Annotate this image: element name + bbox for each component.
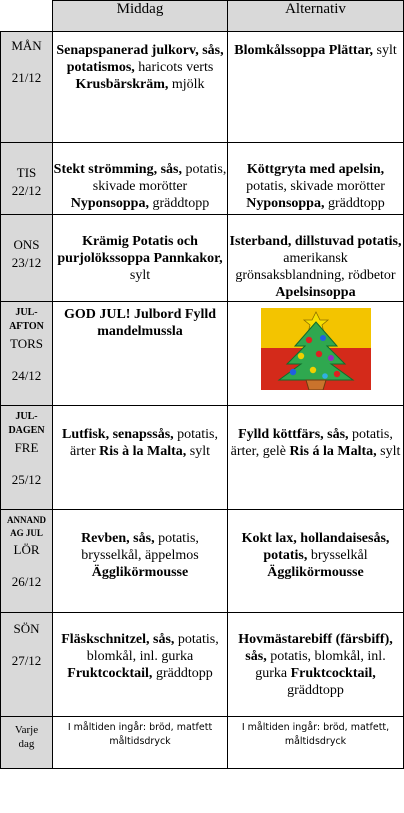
meal-text: Fylld mandelmussla xyxy=(97,307,217,339)
meal-text: Ris à la Malta, xyxy=(95,444,187,459)
meal-text: Kokt lax, hollandaisesås, potatis, xyxy=(241,531,390,563)
meal-text: gräddtopp xyxy=(148,196,210,211)
header-alternativ: Alternativ xyxy=(228,1,404,32)
meal-text: Fläskschnitzel, sås, xyxy=(61,632,175,647)
middag-cell xyxy=(53,215,228,302)
meal-text: Ägglikörmousse xyxy=(91,565,189,580)
meal-text: mjölk xyxy=(168,77,205,92)
holiday-label: AG JUL xyxy=(10,528,43,538)
footer-note-middag: I måltiden ingår: bröd, matfett måltidsdryck xyxy=(53,717,228,769)
day-cell xyxy=(1,406,53,510)
meal-text: Lutfisk, senapssås, xyxy=(62,427,174,442)
day-cell xyxy=(1,215,53,302)
day-row xyxy=(1,215,404,302)
day-date: 26/12 xyxy=(11,574,42,589)
middag-cell xyxy=(53,143,228,215)
alternativ-cell xyxy=(228,32,404,143)
meal-text: sylt xyxy=(373,43,397,58)
meal-text: Nyponsoppa, xyxy=(70,196,149,211)
meal-text: gräddtopp xyxy=(152,666,213,681)
holiday-label: JUL- xyxy=(15,411,38,422)
header-row xyxy=(1,1,404,32)
meal-text: GOD JUL! xyxy=(63,307,131,322)
meal-text: potatis, ärter xyxy=(70,427,218,459)
day-date: 23/12 xyxy=(11,255,42,270)
day-row xyxy=(1,143,404,215)
day-name: ONS xyxy=(13,237,40,252)
middag-cell xyxy=(53,510,228,613)
day-row xyxy=(1,302,404,406)
corner-cell xyxy=(1,1,53,32)
day-date: 21/12 xyxy=(11,70,42,85)
meal-text: sylt xyxy=(186,444,210,459)
day-row xyxy=(1,32,404,143)
alternativ-cell xyxy=(228,143,404,215)
meal-text: Senapspanerad julkorv, sås, potatismos, xyxy=(56,43,224,75)
meal-text: Revben, sås, xyxy=(81,531,155,546)
holiday-label: AFTON xyxy=(9,321,44,332)
meal-text: Fruktcocktail, xyxy=(67,666,153,681)
meal-text: Köttgryta med apelsin, xyxy=(246,162,385,177)
meal-text: Julbord xyxy=(130,307,182,322)
middag-cell xyxy=(53,613,228,717)
meal-text: Krämig Potatis och purjolökssoppa xyxy=(57,234,198,266)
day-date: 25/12 xyxy=(11,472,42,487)
meal-text: potatis, skivade morötter xyxy=(92,162,227,194)
meal-text: potatis, ärter, gelè xyxy=(230,427,393,459)
meal-text: Apelsinsoppa xyxy=(275,285,356,300)
meal-text: potatis, brysselkål, äppelmos xyxy=(81,531,199,563)
day-date: 22/12 xyxy=(11,183,42,198)
day-date: 24/12 xyxy=(11,368,42,383)
day-row xyxy=(1,510,404,613)
header-middag: Middag xyxy=(53,1,228,32)
day-row xyxy=(1,406,404,510)
day-name: FRE xyxy=(14,440,39,455)
meal-text: brysselkål xyxy=(307,548,368,563)
alternativ-cell xyxy=(228,613,404,717)
middag-cell xyxy=(53,302,228,406)
footer-label-line: dag xyxy=(18,738,35,750)
day-cell xyxy=(1,302,53,406)
meal-text: gräddtopp xyxy=(287,683,344,698)
holiday-label: JUL- xyxy=(15,307,38,318)
day-row xyxy=(1,613,404,717)
meal-text: Hovmästarebiff (färsbiff), sås, xyxy=(238,632,393,664)
footer-row xyxy=(1,717,404,769)
meal-text: Ägglikörmousse xyxy=(267,565,364,580)
middag-cell xyxy=(53,406,228,510)
day-name: TIS xyxy=(16,165,37,180)
meal-text: Ris á la Malta, xyxy=(286,444,377,459)
footer-label xyxy=(1,717,53,769)
day-name: TORS xyxy=(10,336,43,351)
day-date: 27/12 xyxy=(11,653,42,668)
footer-label-line: Varje xyxy=(14,724,39,736)
meal-text: Fylld köttfärs, sås, xyxy=(238,427,349,442)
day-name: MÅN xyxy=(11,38,42,53)
footer-note-alt: I måltiden ingår: bröd, matfett, måltidsdryck xyxy=(228,717,404,769)
meal-text: Stekt strömming, sås, xyxy=(53,162,182,177)
alternativ-cell xyxy=(228,215,404,302)
meal-text: amerikansk grönsaksblandning, rödbetor xyxy=(235,251,396,283)
meal-text: Krusbärskräm, xyxy=(75,77,169,92)
meal-text: Nyponsoppa, xyxy=(246,196,325,211)
middag-cell xyxy=(53,32,228,143)
meal-text: Plättar, xyxy=(325,43,373,58)
meal-text: sylt xyxy=(129,268,151,283)
meal-text: Blomkålssoppa xyxy=(234,43,326,58)
day-cell xyxy=(1,32,53,143)
day-name: SÖN xyxy=(13,621,40,636)
meal-text: potatis, blomkål, inl. gurka xyxy=(255,649,386,681)
holiday-label: ANNAND xyxy=(7,515,46,525)
alternativ-cell xyxy=(228,302,404,406)
day-cell xyxy=(1,613,53,717)
holiday-label: DAGEN xyxy=(8,425,45,436)
meal-text: Pannkakor, xyxy=(149,251,223,266)
meal-text: potatis, blomkål, inl. gurka xyxy=(86,632,219,664)
day-cell xyxy=(1,510,53,613)
alternativ-cell xyxy=(228,406,404,510)
christmas-tree-icon xyxy=(261,308,371,390)
meal-text: Fruktcocktail, xyxy=(287,666,376,681)
day-cell xyxy=(1,143,53,215)
day-name: LÖR xyxy=(13,542,40,557)
meal-text: gräddtopp xyxy=(324,196,385,211)
meal-text: potatis, skivade morötter xyxy=(246,179,385,194)
meal-text: haricots verts xyxy=(134,60,214,75)
meal-text: sylt xyxy=(376,444,401,459)
alternativ-cell xyxy=(228,510,404,613)
meal-text: Isterband, dillstuvad potatis, xyxy=(229,234,402,249)
